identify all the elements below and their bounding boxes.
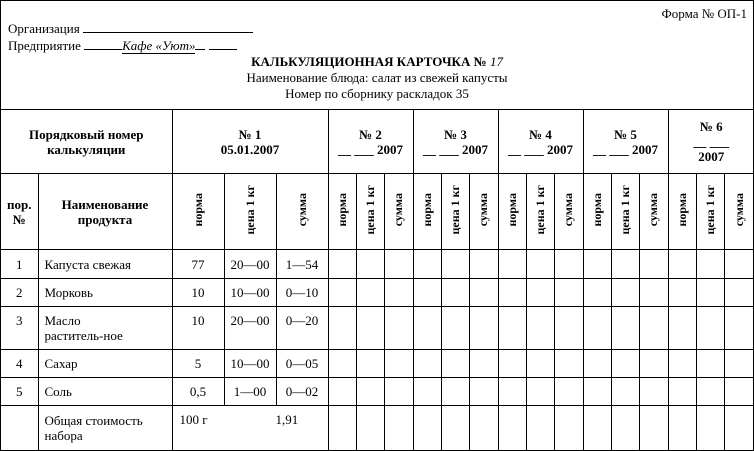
row-no: 5 bbox=[1, 378, 38, 406]
organization-line bbox=[8, 20, 253, 36]
col-price-header: цена 1 кг bbox=[242, 185, 257, 235]
row-name: Морковь bbox=[38, 279, 172, 307]
calc-6-date-top: __ ___ bbox=[693, 134, 730, 149]
row-no: 3 bbox=[1, 307, 38, 350]
collection-line: Номер по сборнику раскладок 35 bbox=[285, 86, 469, 101]
row-sum: 1—54 bbox=[276, 250, 328, 279]
col-norm-header: норма bbox=[504, 193, 519, 227]
row-no: 2 bbox=[1, 279, 38, 307]
enterprise-blank-mid bbox=[195, 37, 205, 50]
calc-2-num: № 2 bbox=[359, 126, 382, 142]
header-row-calculations bbox=[1, 110, 754, 174]
total-label: Общая стоимость набора bbox=[38, 406, 172, 450]
col-no-header: пор. № bbox=[1, 174, 38, 250]
calculation-table bbox=[1, 109, 754, 450]
card-number: 17 bbox=[489, 54, 503, 69]
calc-6-date-bottom: 2007 bbox=[698, 149, 725, 164]
col-norm-header: норма bbox=[190, 193, 205, 227]
row-norm: 5 bbox=[172, 350, 224, 378]
row-norm: 10 bbox=[172, 307, 224, 350]
row-no: 4 bbox=[1, 350, 38, 378]
col-price-header: цена 1 кг bbox=[362, 185, 377, 235]
col-norm-header: норма bbox=[674, 193, 689, 227]
calc-5-date: __ ___ 2007 bbox=[593, 141, 659, 157]
col-price-header: цена 1 кг bbox=[617, 185, 632, 235]
col-price-header: цена 1 кг bbox=[532, 185, 547, 235]
enterprise-blank-right bbox=[209, 37, 237, 50]
row-sum: 0—05 bbox=[276, 350, 328, 378]
col-price-header: цена 1 кг bbox=[702, 185, 717, 235]
calc-5-num: № 5 bbox=[614, 126, 637, 142]
calc-4-header bbox=[498, 110, 583, 174]
row-name: Капуста свежая bbox=[38, 250, 172, 279]
total-weight: 100 г bbox=[179, 412, 208, 427]
enterprise-value[interactable]: Кафе «Уют» bbox=[122, 38, 196, 53]
col-norm-header: норма bbox=[589, 193, 604, 227]
header-row-columns bbox=[1, 174, 754, 250]
row-norm: 10 bbox=[172, 279, 224, 307]
calc-4-num: № 4 bbox=[529, 126, 552, 142]
row-name: Соль bbox=[38, 378, 172, 406]
calc-5-header bbox=[583, 110, 668, 174]
calc-6-header bbox=[668, 110, 754, 174]
enterprise-line bbox=[8, 37, 237, 53]
col-sum-header: сумма bbox=[646, 193, 661, 227]
total-row bbox=[1, 406, 754, 450]
row-norm: 0,5 bbox=[172, 378, 224, 406]
row-sum: 0—02 bbox=[276, 378, 328, 406]
row-no: 1 bbox=[1, 250, 38, 279]
calc-2-date: __ ___ 2007 bbox=[338, 141, 404, 157]
enterprise-blank-left bbox=[84, 37, 122, 50]
row-price: 1—00 bbox=[224, 378, 276, 406]
row-norm: 77 bbox=[172, 250, 224, 279]
row-price: 20—00 bbox=[224, 307, 276, 350]
organization-label: Организация bbox=[8, 21, 80, 36]
calc-6-num: № 6 bbox=[699, 119, 723, 134]
card-title bbox=[1, 54, 753, 69]
calc-3-num: № 3 bbox=[444, 126, 467, 142]
seq-header: Порядковый номер калькуляции bbox=[1, 110, 172, 174]
row-sum: 0—10 bbox=[276, 279, 328, 307]
row-name: Масло раститель-ное bbox=[38, 307, 172, 350]
dish-line: Наименование блюда: салат из свежей капусты bbox=[246, 70, 508, 85]
col-sum-header: сумма bbox=[294, 193, 309, 227]
row-name: Сахар bbox=[38, 350, 172, 378]
table-row bbox=[1, 250, 754, 279]
calc-1-date: 05.01.2007 bbox=[220, 141, 280, 157]
col-sum-header: сумма bbox=[391, 193, 406, 227]
row-price: 20—00 bbox=[224, 250, 276, 279]
row-price: 10—00 bbox=[224, 279, 276, 307]
row-sum: 0—20 bbox=[276, 307, 328, 350]
calc-4-date: __ ___ 2007 bbox=[508, 141, 574, 157]
calc-3-header bbox=[413, 110, 498, 174]
calc-1-header bbox=[172, 110, 328, 174]
total-sum: 1,91 bbox=[275, 412, 299, 427]
col-norm-header: норма bbox=[334, 193, 349, 227]
row-price: 10—00 bbox=[224, 350, 276, 378]
col-name-header: Наименование продукта bbox=[38, 174, 172, 250]
table-row bbox=[1, 307, 754, 350]
table-row bbox=[1, 279, 754, 307]
col-sum-header: сумма bbox=[476, 193, 491, 227]
form-label: Форма № ОП-1 bbox=[661, 6, 747, 21]
calc-1-num: № 1 bbox=[238, 126, 262, 142]
organization-blank[interactable] bbox=[83, 20, 253, 33]
col-norm-header: норма bbox=[419, 193, 434, 227]
col-price-header: цена 1 кг bbox=[447, 185, 462, 235]
calc-2-header bbox=[328, 110, 413, 174]
enterprise-label: Предприятие bbox=[8, 38, 81, 53]
card-title-text: КАЛЬКУЛЯЦИОННАЯ КАРТОЧКА № bbox=[251, 54, 487, 69]
col-sum-header: сумма bbox=[561, 193, 576, 227]
table-row bbox=[1, 350, 754, 378]
col-sum-header: сумма bbox=[731, 193, 746, 227]
calc-3-date: __ ___ 2007 bbox=[423, 141, 489, 157]
total-values bbox=[172, 406, 328, 450]
table-row bbox=[1, 378, 754, 406]
